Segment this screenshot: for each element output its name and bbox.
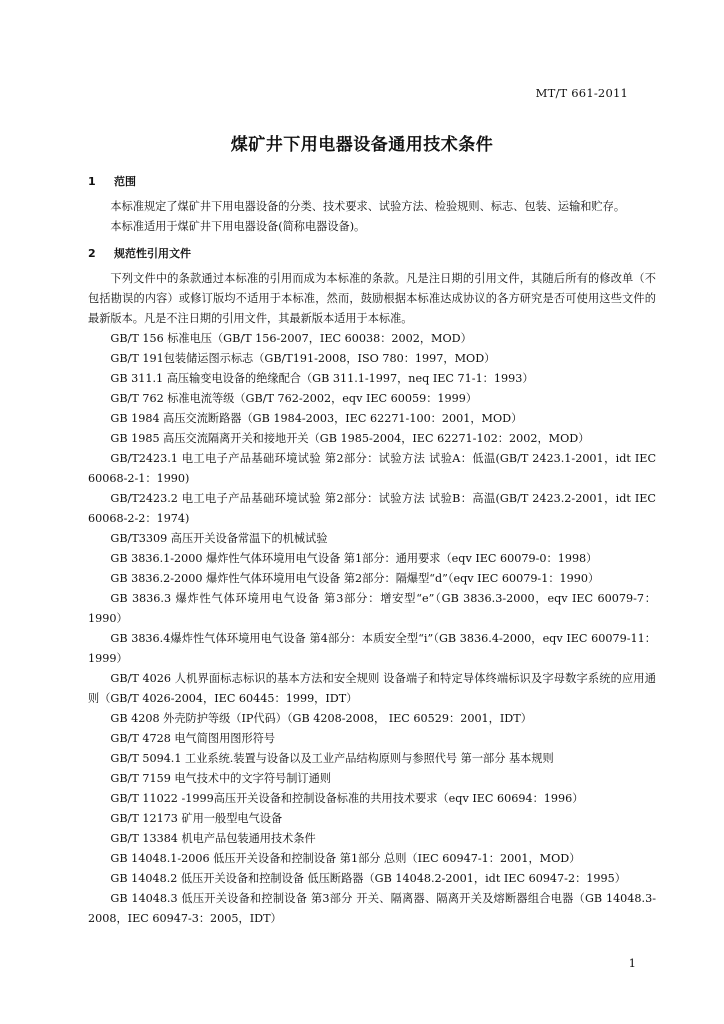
reference-item: GB 14048.2 低压开关设备和控制设备 低压断路器（GB 14048.2-2001，idt IEC 60947-2：1995） (110, 872, 626, 885)
reference-item: GB/T 7159 电气技术中的文字符号制订通则 (110, 772, 331, 785)
section-heading-scope (88, 172, 656, 192)
reference-item: GB/T 11022 -1999高压开关设备和控制设备标准的共用技术要求（eqv IEC 60694：1996） (110, 792, 584, 805)
reference-item: GB/T 762 标准电流等级（GB/T 762-2002，eqv IEC 60059：1999） (110, 392, 478, 405)
reference-item: GB/T 12173 矿用一般型电气设备 (110, 812, 283, 825)
reference-item: GB 3836.1-2000 爆炸性气体环境用电气设备 第1部分：通用要求（eqv IEC 60079-0：1998） (110, 552, 598, 565)
document-title: 煤矿井下用电器设备通用技术条件 (230, 135, 494, 155)
reference-item: GB 311.1 高压输变电设备的绝缘配合（GB 311.1-1997，neq IEC 71-1：1993） (110, 372, 534, 385)
references-intro-paragraph: 下列文件中的条款通过本标准的引用而成为本标准的条款。凡是注日期的引用文件，其随后所有的修改单（不包括勘误的内容）或修订版均不适用于本标准，然而，鼓励根据本标准达成协议的各方研究是否可使用这些文件的最新版本。凡是不注日期的引用文件，其最新版本适用于本标准。 (88, 272, 656, 325)
reference-item: GB/T 4026 人机界面标志标识的基本方法和安全规则 设备端子和特定导体终端标识及字母数字系统的应用通则（GB/T 4026-2004，IEC 60445：1999，IDT） (88, 672, 656, 705)
reference-item: GB 1985 高压交流隔离开关和接地开关（GB 1985-2004，IEC 62271-102：2002，MOD） (110, 432, 590, 445)
reference-item: GB 14048.3 低压开关设备和控制设备 第3部分 开关、隔离器、隔离开关及熔断器组合电器（GB 14048.3-2008，IEC 60947-3：2005，IDT） (88, 892, 656, 925)
section-title: 范围 (114, 175, 136, 188)
reference-item: GB 3836.3 爆炸性气体环境用电气设备 第3部分：增安型“e”（GB 3836.3-2000，eqv IEC 60079-7：1990） (88, 592, 656, 625)
reference-item: GB 1984 高压交流断路器（GB 1984-2003，IEC 62271-100：2001，MOD） (110, 412, 523, 425)
reference-item: GB/T 4728 电气简图用图形符号 (110, 732, 276, 745)
section-number: 2 (88, 247, 96, 260)
reference-item: GB 3836.4爆炸性气体环境用电气设备 第4部分：本质安全型“i”（GB 3836.4-2000，eqv IEC 60079-11：1999） (88, 632, 656, 665)
section-number: 1 (88, 175, 96, 188)
reference-item: GB/T 191包装储运图示标志（GB/T191-2008，ISO 780：1997，MOD） (110, 352, 496, 365)
reference-item: GB/T3309 高压开关设备常温下的机械试验 (110, 532, 328, 545)
scope-paragraph: 本标准规定了煤矿井下用电器设备的分类、技术要求、试验方法、检验规则、标志、包装、运输和贮存。 (110, 200, 626, 213)
reference-item: GB/T 13384 机电产品包装通用技术条件 (110, 832, 316, 845)
reference-item: GB 3836.2-2000 爆炸性气体环境用电气设备 第2部分：隔爆型“d”（eqv IEC 60079-1：1990） (110, 572, 600, 585)
reference-item: GB 4208 外壳防护等级（IP代码）（GB 4208-2008， IEC 60529：2001，IDT） (110, 712, 532, 725)
section-heading-normative-references (88, 244, 656, 264)
reference-item: GB/T 5094.1 工业系统.装置与设备以及工业产品结构原则与参照代号 第一部分 基本规则 (110, 752, 554, 765)
reference-item: GB/T2423.1 电工电子产品基础环境试验 第2部分：试验方法 试验A：低温(GB/T 2423.1-2001，idt IEC 60068-2-1：1990) (88, 452, 656, 485)
scope-paragraph: 本标准适用于煤矿井下用电器设备(简称电器设备)。 (110, 220, 366, 233)
reference-item: GB/T 156 标准电压（GB/T 156-2007，IEC 60038：2002，MOD） (110, 332, 472, 345)
reference-item: GB/T2423.2 电工电子产品基础环境试验 第2部分：试验方法 试验B：高温(GB/T 2423.2-2001，idt IEC 60068-2-2：1974) (88, 492, 656, 525)
section-title: 规范性引用文件 (114, 247, 191, 260)
reference-item: GB 14048.1-2006 低压开关设备和控制设备 第1部分 总则（IEC 60947-1：2001，MOD） (110, 852, 581, 865)
standard-number: MT/T 661-2011 (535, 86, 628, 100)
page-number: 1 (628, 956, 636, 970)
document-body (88, 172, 656, 929)
